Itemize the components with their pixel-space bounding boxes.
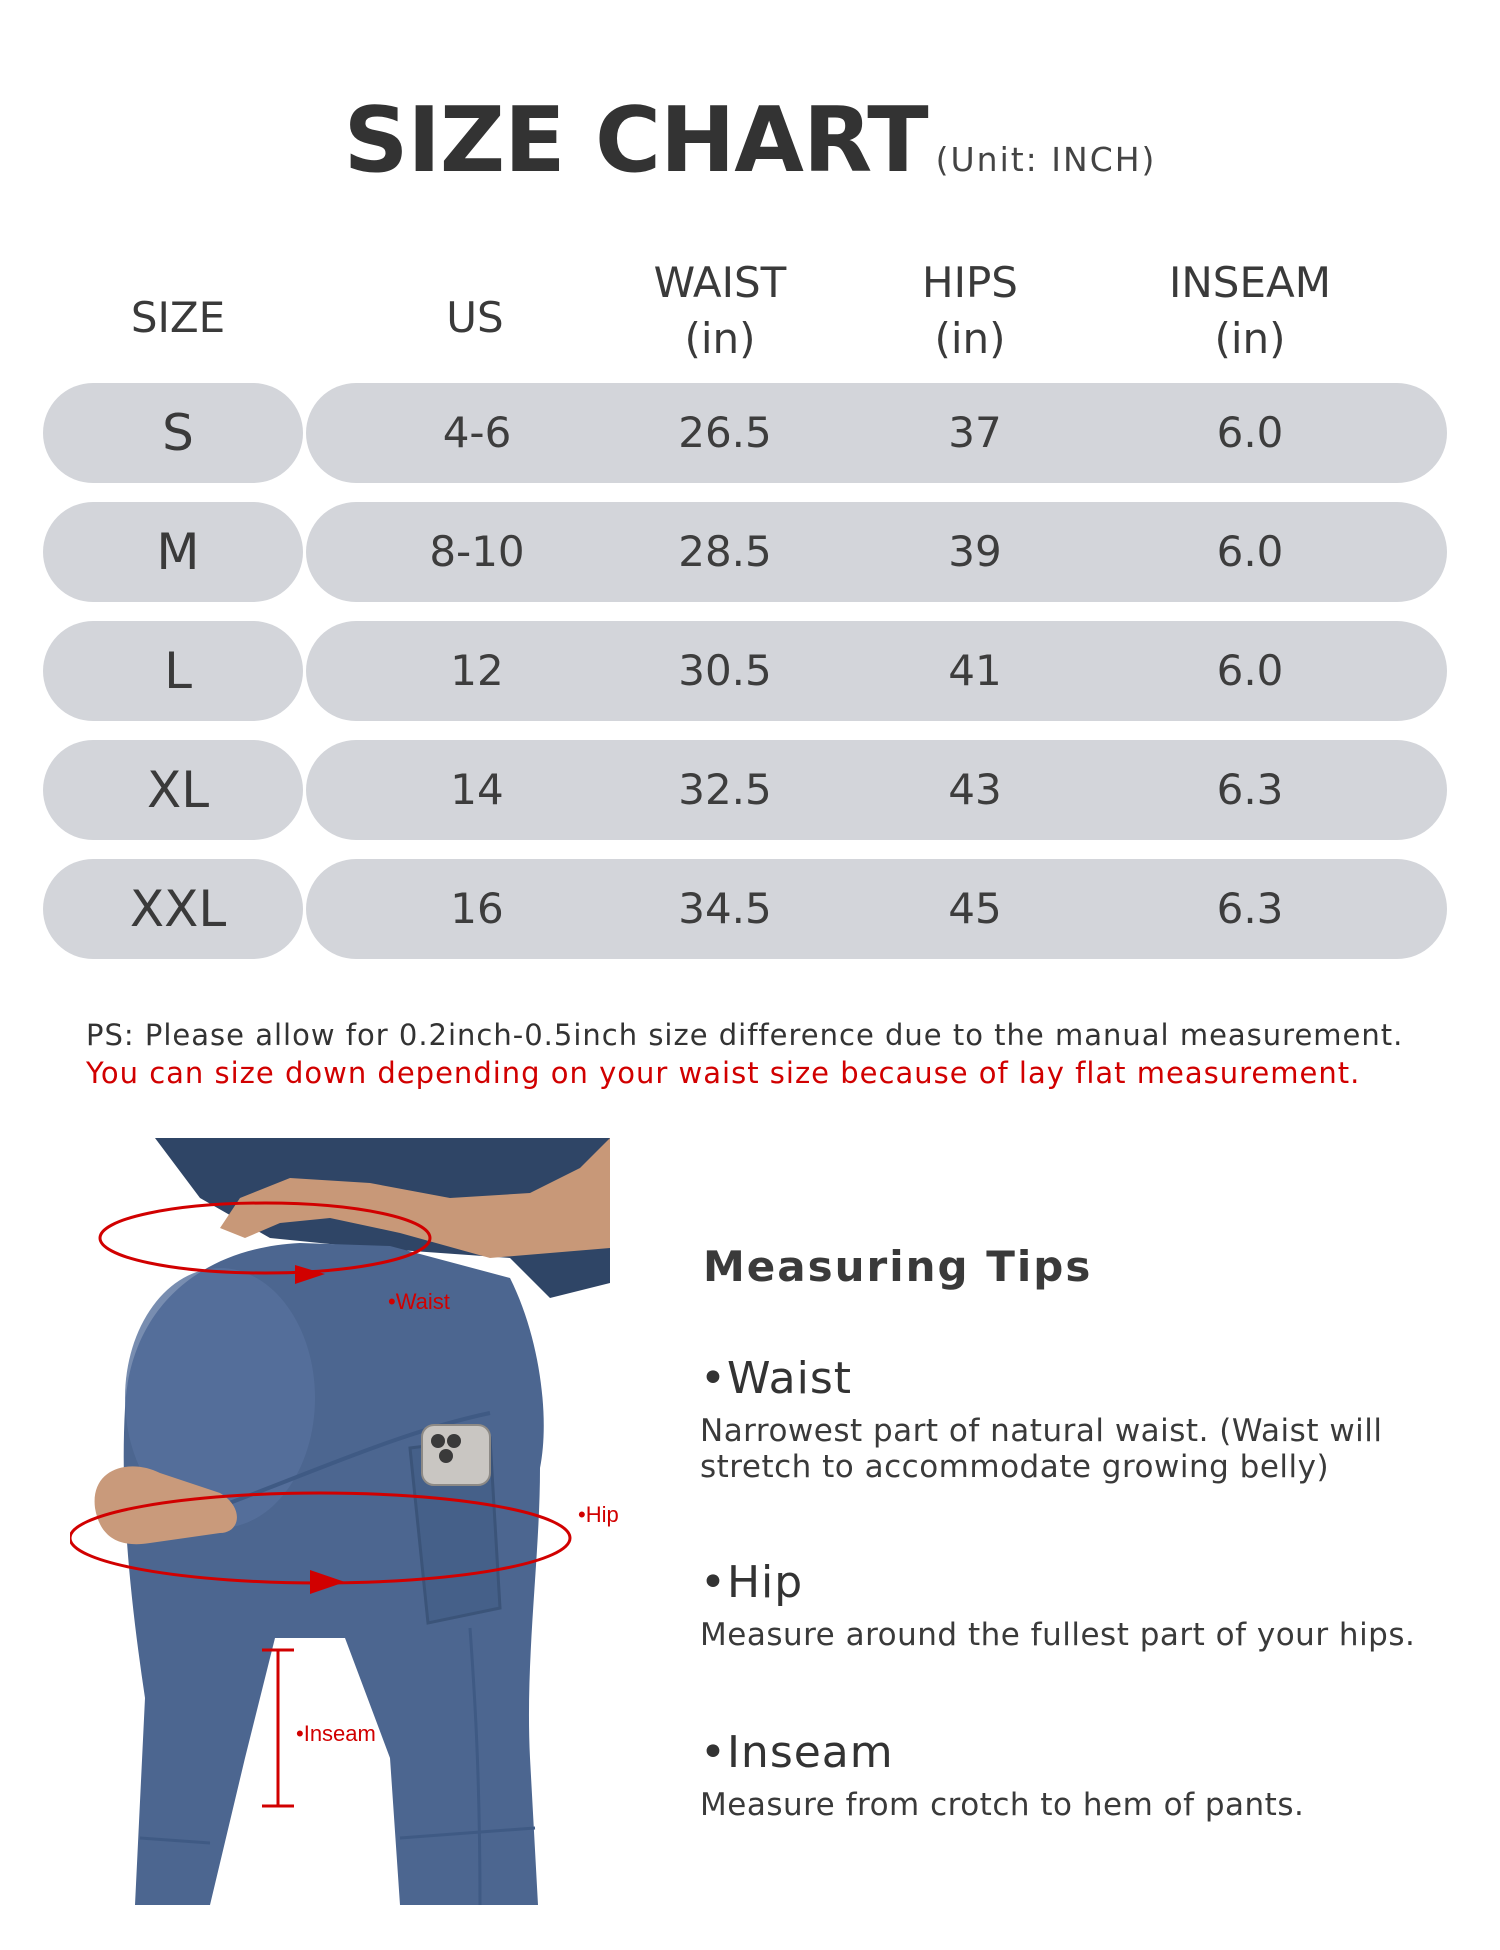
cell-us: 8-10 bbox=[429, 527, 525, 576]
tip-text-inseam: Measure from crotch to hem of pants. bbox=[700, 1787, 1305, 1823]
cell-waist: 26.5 bbox=[678, 408, 772, 457]
cell-size: L bbox=[164, 642, 192, 700]
cell-waist: 30.5 bbox=[678, 646, 772, 695]
column-header-inseam: INSEAM (in) bbox=[1169, 258, 1331, 363]
cell-size: XL bbox=[146, 761, 210, 819]
cell-hips: 39 bbox=[948, 527, 1002, 576]
cell-waist: 28.5 bbox=[678, 527, 772, 576]
tip-text-hip: Measure around the fullest part of your hips. bbox=[700, 1617, 1416, 1653]
cell-inseam: 6.0 bbox=[1216, 408, 1284, 457]
page-title: SIZE CHART bbox=[343, 88, 928, 193]
cell-hips: 37 bbox=[948, 408, 1002, 457]
column-header-us: US bbox=[446, 293, 504, 342]
tip-text-waist: Narrowest part of natural waist. (Waist will stretch to accommodate growing belly) bbox=[700, 1413, 1383, 1485]
tip-heading-inseam: •Inseam bbox=[700, 1727, 894, 1778]
unit-label: (Unit: INCH) bbox=[935, 140, 1157, 179]
title-block bbox=[0, 88, 1500, 193]
cell-us: 14 bbox=[450, 765, 504, 814]
tip-heading-waist: •Waist bbox=[700, 1353, 853, 1404]
cell-inseam: 6.3 bbox=[1216, 765, 1284, 814]
tip-heading-hip: •Hip bbox=[700, 1557, 804, 1608]
hip-label: •Hip bbox=[578, 1502, 619, 1527]
cell-waist: 34.5 bbox=[678, 884, 772, 933]
measurement-note: PS: Please allow for 0.2inch-0.5inch size difference due to the manual measurement. bbox=[86, 1018, 1404, 1052]
size-down-note: You can size down depending on your waist size because of lay flat measurement. bbox=[86, 1056, 1361, 1090]
model-photo bbox=[70, 1138, 630, 1905]
inseam-label: •Inseam bbox=[296, 1721, 376, 1746]
column-header-hips: HIPS (in) bbox=[922, 258, 1018, 363]
cell-waist: 32.5 bbox=[678, 765, 772, 814]
cell-us: 4-6 bbox=[442, 408, 512, 457]
cell-us: 16 bbox=[450, 884, 504, 933]
waist-label: •Waist bbox=[388, 1289, 450, 1314]
cell-hips: 41 bbox=[948, 646, 1002, 695]
tips-title: Measuring Tips bbox=[703, 1242, 1093, 1291]
cell-size: S bbox=[162, 404, 194, 462]
cell-inseam: 6.3 bbox=[1216, 884, 1284, 933]
cell-us: 12 bbox=[450, 646, 504, 695]
cell-size: M bbox=[156, 523, 200, 581]
cell-size: XXL bbox=[129, 880, 227, 938]
cell-hips: 43 bbox=[948, 765, 1002, 814]
cell-hips: 45 bbox=[948, 884, 1002, 933]
column-header-waist: WAIST (in) bbox=[653, 258, 787, 363]
cell-inseam: 6.0 bbox=[1216, 527, 1284, 576]
cell-inseam: 6.0 bbox=[1216, 646, 1284, 695]
column-header-size: SIZE bbox=[130, 293, 226, 342]
